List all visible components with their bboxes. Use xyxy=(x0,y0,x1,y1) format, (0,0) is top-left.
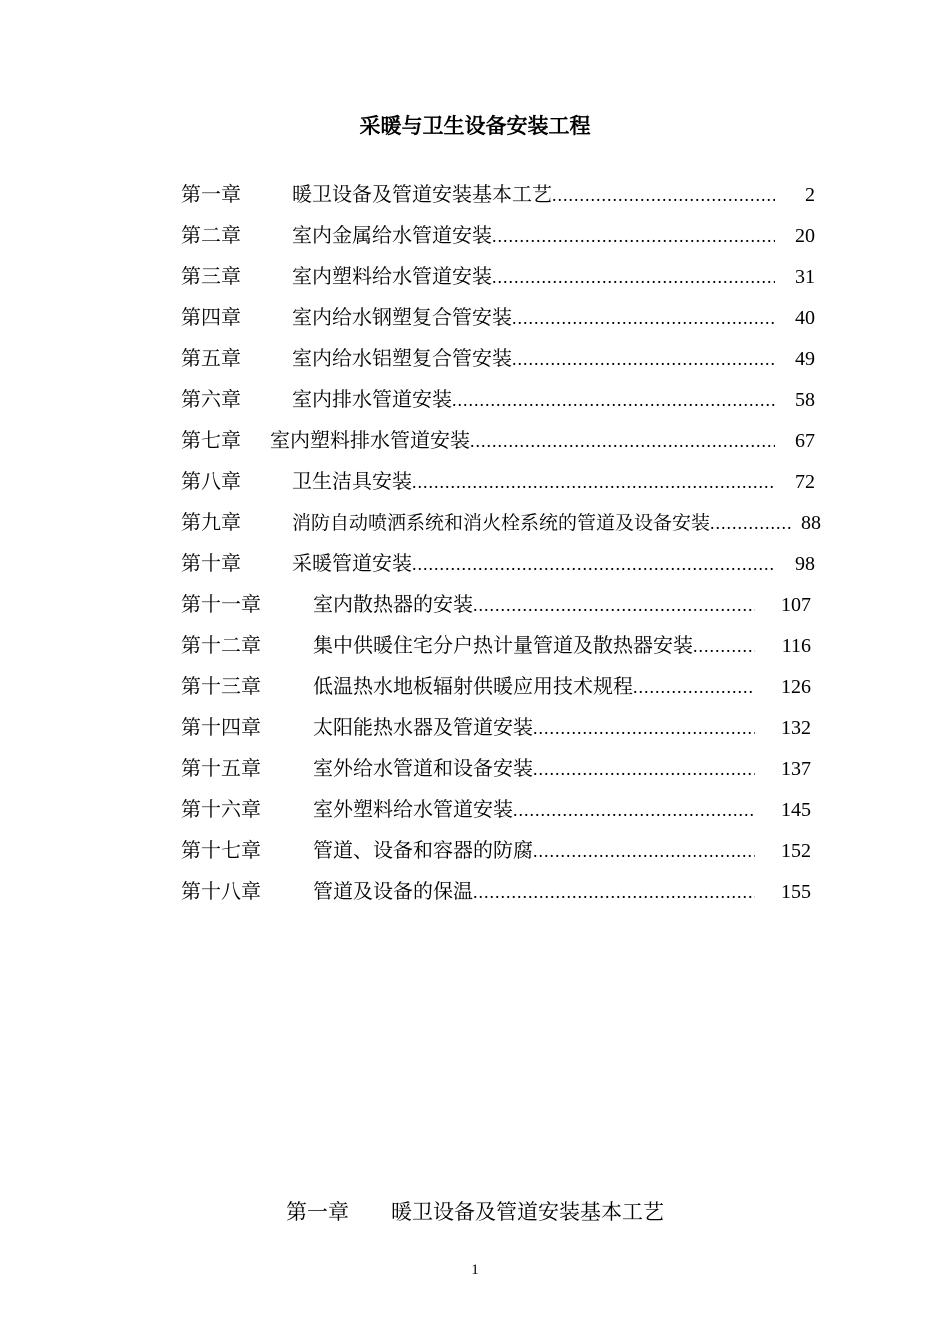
toc-dot-leader xyxy=(533,836,755,866)
toc-page-number: 72 xyxy=(795,471,815,493)
toc-dot-leader xyxy=(412,549,775,579)
toc-dot-leader xyxy=(533,754,755,784)
toc-page-number: 88 xyxy=(801,512,821,534)
toc-chapter-number: 第十三章 xyxy=(181,674,261,698)
toc-entry[interactable] xyxy=(181,220,815,250)
toc-entry[interactable] xyxy=(181,343,815,373)
toc-entry-title: 室外塑料给水管道安装 xyxy=(313,797,513,821)
toc-dot-leader xyxy=(533,713,755,743)
toc-entry-title: 室内塑料给水管道安装 xyxy=(292,264,492,288)
toc-chapter-number: 第十二章 xyxy=(181,633,261,657)
toc-entry-title: 卫生洁具安装 xyxy=(292,469,412,493)
toc-entry-title: 管道、设备和容器的防腐 xyxy=(313,838,533,862)
toc-entry-title: 室外给水管道和设备安装 xyxy=(313,756,533,780)
toc-entry[interactable] xyxy=(181,179,815,209)
toc-dot-leader xyxy=(552,180,775,210)
toc-chapter-number: 第十四章 xyxy=(181,715,261,739)
toc-entry[interactable] xyxy=(181,712,811,742)
toc-chapter-number: 第七章 xyxy=(181,428,241,452)
toc-entry-title: 室内金属给水管道安装 xyxy=(292,223,492,247)
toc-chapter-number: 第十章 xyxy=(181,551,241,575)
toc-entry[interactable] xyxy=(181,835,811,865)
toc-dot-leader xyxy=(512,303,775,333)
toc-entry[interactable] xyxy=(181,507,821,537)
toc-entry[interactable] xyxy=(181,384,815,414)
toc-chapter-number: 第九章 xyxy=(181,510,241,534)
toc-page-number: 107 xyxy=(781,594,811,616)
toc-entry[interactable] xyxy=(181,753,811,783)
toc-page-number: 126 xyxy=(781,676,811,698)
toc-entry[interactable] xyxy=(181,794,811,824)
toc-entry-title: 管道及设备的保温 xyxy=(313,879,473,903)
toc-chapter-number: 第十六章 xyxy=(181,797,261,821)
toc-chapter-number: 第四章 xyxy=(181,305,241,329)
toc-entry[interactable] xyxy=(181,302,815,332)
toc-dot-leader xyxy=(710,508,793,538)
toc-page-number: 155 xyxy=(781,881,811,903)
toc-page-number: 98 xyxy=(795,553,815,575)
toc-dot-leader xyxy=(473,590,755,620)
toc-entry[interactable] xyxy=(181,466,815,496)
toc-chapter-number: 第一章 xyxy=(181,182,241,206)
toc-page-number: 116 xyxy=(781,635,811,657)
toc-entry[interactable] xyxy=(181,589,811,619)
toc-page-number: 2 xyxy=(805,184,815,206)
toc-dot-leader xyxy=(473,877,755,907)
toc-chapter-number: 第八章 xyxy=(181,469,241,493)
toc-entry[interactable] xyxy=(181,425,815,455)
toc-entry-title: 暖卫设备及管道安装基本工艺 xyxy=(292,182,552,206)
toc-page-number: 145 xyxy=(781,799,811,821)
toc-page-number: 31 xyxy=(795,266,815,288)
toc-dot-leader xyxy=(513,795,755,825)
toc-dot-leader xyxy=(693,631,755,661)
toc-page-number: 49 xyxy=(795,348,815,370)
toc-entry-title: 室内给水钢塑复合管安装 xyxy=(292,305,512,329)
toc-dot-leader xyxy=(492,221,775,251)
toc-page-number: 132 xyxy=(781,717,811,739)
toc-chapter-number: 第六章 xyxy=(181,387,241,411)
toc-dot-leader xyxy=(633,672,755,702)
toc-dot-leader xyxy=(470,426,775,456)
toc-entry-title: 消防自动喷洒系统和消火栓系统的管道及设备安装 xyxy=(292,512,711,534)
page-number: 1 xyxy=(471,1262,479,1278)
toc-dot-leader xyxy=(412,467,775,497)
toc-entry[interactable] xyxy=(181,630,811,660)
toc-entry-title: 太阳能热水器及管道安装 xyxy=(313,715,533,739)
toc-page-number: 20 xyxy=(795,225,815,247)
toc-page-number: 58 xyxy=(795,389,815,411)
toc-entry-title: 室内给水铝塑复合管安装 xyxy=(292,346,512,370)
toc-entry[interactable] xyxy=(181,261,815,291)
toc-dot-leader xyxy=(492,262,775,292)
toc-page-number: 137 xyxy=(781,758,811,780)
toc-entry[interactable] xyxy=(181,671,811,701)
document-title: 采暖与卫生设备安装工程 xyxy=(359,114,591,138)
toc-chapter-number: 第三章 xyxy=(181,264,241,288)
toc-chapter-number: 第十八章 xyxy=(181,879,261,903)
toc-page-number: 40 xyxy=(795,307,815,329)
toc-chapter-number: 第五章 xyxy=(181,346,241,370)
toc-chapter-number: 第二章 xyxy=(181,223,241,247)
toc-entry-title: 室内塑料排水管道安装 xyxy=(270,428,470,452)
toc-chapter-number: 第十七章 xyxy=(181,838,261,862)
toc-entry-title: 低温热水地板辐射供暖应用技术规程 xyxy=(313,674,633,698)
toc-entry-title: 集中供暖住宅分户热计量管道及散热器安装 xyxy=(313,633,693,657)
toc-dot-leader xyxy=(512,344,775,374)
chapter-heading: 第一章 暖卫设备及管道安装基本工艺 xyxy=(286,1200,664,1224)
toc-entry[interactable] xyxy=(181,876,811,906)
toc-chapter-number: 第十五章 xyxy=(181,756,261,780)
toc-entry-title: 室内排水管道安装 xyxy=(292,387,452,411)
toc-entry[interactable] xyxy=(181,548,815,578)
toc-chapter-number: 第十一章 xyxy=(181,592,261,616)
toc-dot-leader xyxy=(452,385,775,415)
toc-page-number: 152 xyxy=(781,840,811,862)
toc-entry-title: 室内散热器的安装 xyxy=(313,592,473,616)
toc-entry-title: 采暖管道安装 xyxy=(292,551,412,575)
toc-page-number: 67 xyxy=(795,430,815,452)
